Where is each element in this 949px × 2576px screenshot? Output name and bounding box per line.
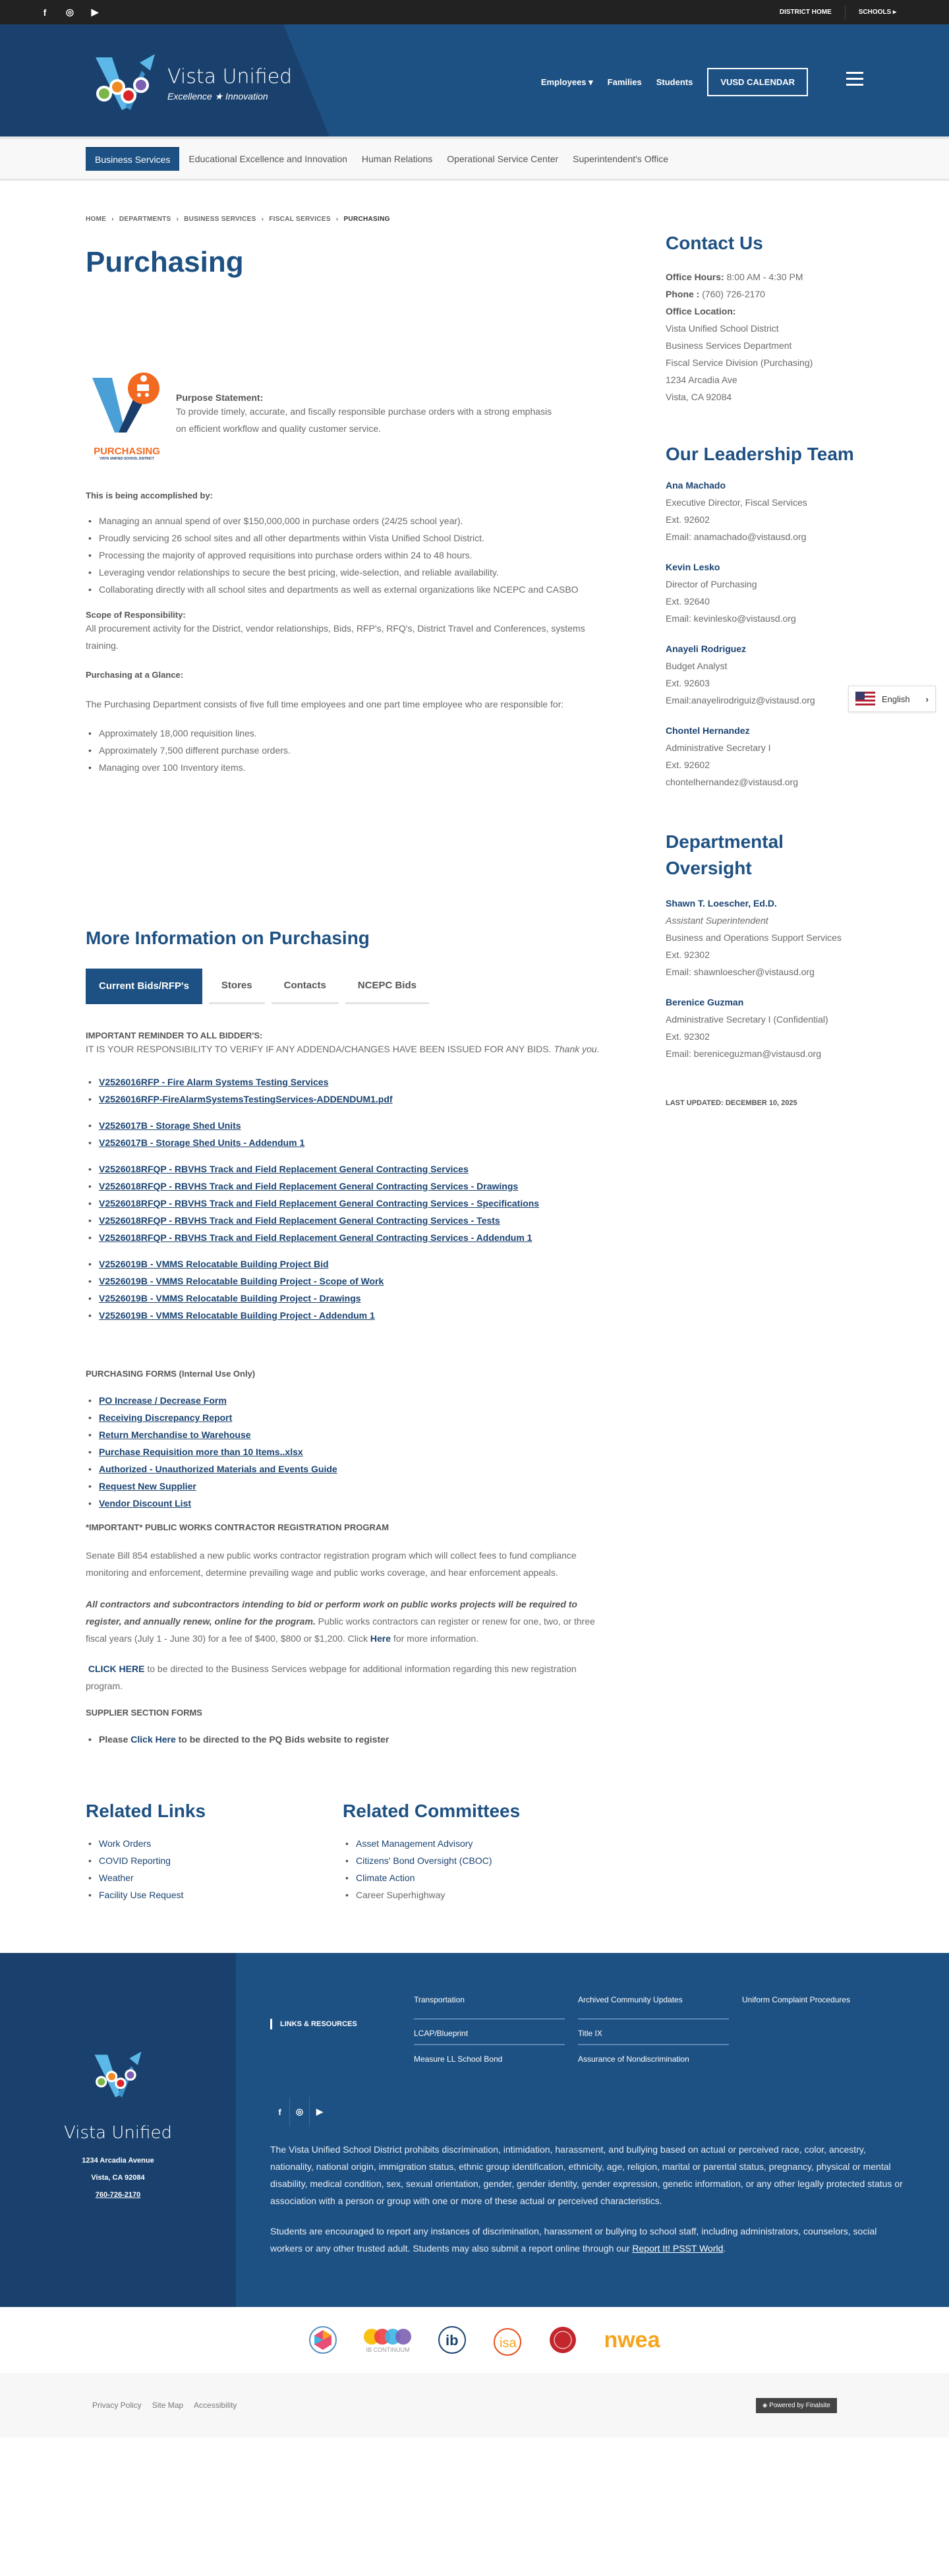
oversight-email: Email: shawnloescher@vistausd.org bbox=[666, 967, 815, 977]
breadcrumb-departments[interactable]: DEPARTMENTS bbox=[119, 216, 171, 223]
oversight-title: Departmental Oversight bbox=[666, 831, 784, 878]
scope-text: All procurement activity for the District, vendor relationships, Bids, RFP's, RFQ's, District Travel and Conferences, systems training. bbox=[86, 623, 585, 651]
tab-contacts[interactable]: Contacts bbox=[272, 969, 339, 1004]
bid-group-2 bbox=[86, 1117, 600, 1151]
footer-links-grid bbox=[414, 1994, 893, 2071]
nwea-text: nwea bbox=[604, 2327, 660, 2352]
site-header bbox=[0, 24, 949, 136]
list-item bbox=[343, 1835, 600, 1852]
breadcrumb bbox=[86, 216, 863, 223]
subnav-business-services[interactable]: Business Services bbox=[86, 147, 179, 171]
schools-dropdown[interactable]: SCHOOLS ▸ bbox=[858, 9, 896, 16]
oversight-role: Assistant Superintendent bbox=[666, 915, 768, 926]
list-item: • Collaborating directly with all school sites and departments as well as external organizations like NCEPC and CASBO bbox=[86, 581, 600, 598]
purpose-heading: Purpose Statement: bbox=[176, 392, 264, 403]
bid-link[interactable]: V2526017B - Storage Shed Units - Addendum 1 bbox=[99, 1137, 305, 1148]
menu-icon[interactable] bbox=[846, 72, 863, 90]
bid-link[interactable]: V2526019B - VMMS Relocatable Building Project - Scope of Work bbox=[99, 1276, 384, 1286]
bottom-bar bbox=[0, 2373, 949, 2438]
site-title: Vista Unified bbox=[167, 65, 293, 88]
glance-intro: The Purchasing Department consists of five full time employees and one part time employee who are responsible for: bbox=[86, 699, 564, 709]
list-item bbox=[86, 1886, 343, 1903]
nav-students[interactable]: Students bbox=[656, 77, 693, 87]
related-committees-title: Related Committees bbox=[343, 1801, 521, 1821]
footer-empty bbox=[742, 2020, 893, 2045]
bid-link[interactable]: V2526016RFP - Fire Alarm Systems Testing Services bbox=[99, 1077, 329, 1087]
related-committees-list bbox=[343, 1835, 600, 1903]
bid-link[interactable]: V2526019B - VMMS Relocatable Building Project - Addendum 1 bbox=[99, 1310, 375, 1321]
chevron-right-icon: › bbox=[261, 216, 264, 223]
list-item bbox=[86, 1478, 600, 1495]
forms-list bbox=[86, 1392, 600, 1512]
related-links-list bbox=[86, 1835, 343, 1903]
leader-ext: Ext. 92602 bbox=[666, 760, 710, 770]
instagram-icon[interactable]: ◎ bbox=[290, 2097, 310, 2126]
footer-link-uniform-complaint[interactable]: Uniform Complaint Procedures bbox=[742, 1995, 851, 2004]
list-item bbox=[86, 1409, 600, 1426]
leader-ext: Ext. 92602 bbox=[666, 514, 710, 525]
bid-link[interactable]: V2526018RFQP - RBVHS Track and Field Replacement General Contracting Services - Specifications bbox=[99, 1198, 540, 1209]
oversight-dept: Business and Operations Support Services bbox=[666, 932, 842, 943]
list-item bbox=[86, 1392, 600, 1409]
bid-link[interactable]: V2526019B - VMMS Relocatable Building Project Bid bbox=[99, 1259, 329, 1269]
footer-link-nondiscrimination[interactable]: Assurance of Nondiscrimination bbox=[578, 2054, 689, 2064]
oversight-name-link[interactable]: Berenice Guzman bbox=[666, 997, 744, 1007]
list-item bbox=[86, 1091, 600, 1108]
leader-ext: Ext. 92640 bbox=[666, 596, 710, 607]
leader-role: Executive Director, Fiscal Services bbox=[666, 497, 807, 508]
committee-link[interactable]: Climate Action bbox=[356, 1872, 415, 1883]
list-item: • Managing an annual spend of over $150,000,000 in purchase orders (24/25 school year). bbox=[86, 512, 600, 529]
pw-details bbox=[86, 1596, 600, 1647]
breadcrumb-business-services[interactable]: BUSINESS SERVICES bbox=[184, 216, 256, 223]
supplier-list bbox=[86, 1731, 600, 1748]
ib-continuum-logo[interactable] bbox=[364, 2327, 411, 2353]
purchasing-logo-label: PURCHASING bbox=[94, 446, 160, 457]
list-item: • Leveraging vendor relationships to secure the best pricing, wide-selection, and reliable availability. bbox=[86, 564, 600, 581]
supplier-post: to be directed to the PQ Bids website to register bbox=[175, 1734, 389, 1745]
footer-socials bbox=[270, 2097, 949, 2126]
footer-main bbox=[236, 1953, 949, 2307]
vista-logo-icon bbox=[92, 51, 158, 117]
top-utility-bar bbox=[0, 0, 949, 24]
list-item bbox=[86, 1869, 343, 1886]
tab-stores[interactable]: Stores bbox=[209, 969, 265, 1004]
bid-group-3 bbox=[86, 1160, 600, 1246]
breadcrumb-fiscal-services[interactable]: FISCAL SERVICES bbox=[269, 216, 331, 223]
list-item bbox=[86, 1307, 600, 1324]
phone bbox=[666, 285, 916, 303]
reminder-thanks: Thank you. bbox=[554, 1044, 600, 1054]
list-item bbox=[86, 1073, 600, 1091]
vista-logo-icon bbox=[92, 2051, 144, 2103]
list-item bbox=[86, 1290, 600, 1307]
nav-families[interactable]: Families bbox=[607, 77, 642, 87]
location-line: Fiscal Service Division (Purchasing) bbox=[666, 357, 813, 368]
location-label-text: Office Location: bbox=[666, 306, 736, 316]
phone-label: Phone : bbox=[666, 289, 700, 299]
tab-ncepc-bids[interactable]: NCEPC Bids bbox=[345, 969, 429, 1004]
page-content bbox=[0, 216, 949, 1903]
list-item bbox=[343, 1869, 600, 1886]
language-selector[interactable] bbox=[848, 686, 936, 712]
form-link[interactable]: Authorized - Unauthorized Materials and Events Guide bbox=[99, 1464, 337, 1474]
related-section bbox=[86, 1801, 600, 1903]
svg-text:ib: ib bbox=[446, 2332, 459, 2349]
leader-email: Email: anamachado@vistausd.org bbox=[666, 531, 807, 542]
site-logo[interactable] bbox=[92, 51, 292, 117]
oversight-ext: Ext. 92302 bbox=[666, 1031, 710, 1042]
location-line: Vista Unified School District bbox=[666, 323, 779, 334]
pw-text: Senate Bill 854 established a new public works contractor registration program which will collect fees to fund compliance monitoring and enforcement, determine prevailing wage and public works coverage, and hear enforcement appeals. bbox=[86, 1550, 577, 1578]
related-link[interactable]: Work Orders bbox=[99, 1838, 152, 1849]
list-item bbox=[86, 1852, 343, 1869]
list-item: • Approximately 7,500 different purchase orders. bbox=[86, 742, 600, 759]
tab-current-bids[interactable]: Current Bids/RFP's bbox=[86, 969, 202, 1004]
page-title: Purchasing bbox=[86, 246, 244, 278]
bid-link[interactable]: V2526019B - VMMS Relocatable Building Project - Drawings bbox=[99, 1293, 361, 1303]
isa-logo[interactable] bbox=[493, 2322, 522, 2358]
location-line: Vista, CA 92084 bbox=[666, 392, 732, 402]
more-info-title: More Information on Purchasing bbox=[86, 928, 370, 948]
calendar-button[interactable]: VUSD CALENDAR bbox=[707, 68, 808, 96]
facebook-icon[interactable]: f bbox=[43, 7, 47, 18]
list-item bbox=[86, 1178, 600, 1195]
location-line: 1234 Arcadia Ave bbox=[666, 374, 737, 385]
leader-name-link[interactable]: Kevin Lesko bbox=[666, 562, 720, 572]
supplier-heading: SUPPLIER SECTION FORMS bbox=[86, 1708, 202, 1718]
list-item bbox=[86, 1229, 600, 1246]
hours-value: 8:00 AM - 4:30 PM bbox=[726, 272, 803, 282]
footer-link-measure-ll[interactable]: Measure LL School Bond bbox=[414, 2054, 503, 2064]
purpose-statement bbox=[86, 370, 600, 459]
bid-group-1 bbox=[86, 1073, 600, 1108]
location-line: Business Services Department bbox=[666, 340, 792, 351]
purpose-text: To provide timely, accurate, and fiscally responsible purchase orders with a strong emphasis on efficient workflow and quality customer service. bbox=[176, 405, 552, 434]
report-statement: Students are encouraged to report any instances of discrimination, harassment or bullying to school staff, including administrators, counselors, social workers or any other trusted adult. Students may also submit a report online through our Report It! PSST World. bbox=[270, 2226, 877, 2254]
leader-card bbox=[666, 558, 916, 627]
leader-ext: Ext. 92603 bbox=[666, 678, 710, 688]
list-item bbox=[86, 1495, 600, 1512]
site-map-link[interactable]: Site Map bbox=[152, 2401, 184, 2410]
footer-link-title-ix[interactable]: Title IX bbox=[578, 2020, 729, 2045]
main-column bbox=[86, 279, 600, 1903]
site-footer bbox=[0, 1953, 949, 2307]
facebook-icon[interactable]: f bbox=[270, 2097, 290, 2126]
list-item bbox=[86, 1255, 600, 1273]
leader-card bbox=[666, 477, 916, 545]
leader-card bbox=[666, 722, 916, 791]
chevron-right-icon: › bbox=[335, 216, 339, 223]
footer-brand bbox=[0, 1953, 236, 2307]
bid-link[interactable]: V2526018RFQP - RBVHS Track and Field Replacement General Contracting Services - Drawings bbox=[99, 1181, 519, 1191]
links-resources bbox=[270, 1994, 949, 2071]
leader-email: Email:anayelirodriguiz@vistausd.org bbox=[666, 695, 815, 705]
ib-world-school-logo[interactable] bbox=[438, 2323, 467, 2356]
form-link[interactable]: Request New Supplier bbox=[99, 1481, 196, 1491]
ib-continuum-text: IB CONTINUUM bbox=[366, 2347, 410, 2353]
list-item bbox=[86, 1273, 600, 1290]
purchasing-logo bbox=[86, 370, 168, 459]
subnav-educational-excellence[interactable]: Educational Excellence and Innovation bbox=[188, 154, 347, 164]
subnav-superintendents-office[interactable]: Superintendent's Office bbox=[573, 154, 669, 164]
subnav-operational-service-center[interactable]: Operational Service Center bbox=[447, 154, 559, 164]
oversight-name-link[interactable]: Shawn T. Loescher, Ed.D. bbox=[666, 898, 777, 909]
list-item bbox=[86, 1117, 600, 1134]
leader-role: Administrative Secretary I bbox=[666, 742, 771, 753]
list-item bbox=[86, 1426, 600, 1443]
list-item bbox=[86, 1835, 343, 1852]
list-item bbox=[86, 1443, 600, 1460]
bid-link[interactable]: V2526017B - Storage Shed Units bbox=[99, 1120, 241, 1131]
subnav-human-relations[interactable]: Human Relations bbox=[361, 154, 433, 164]
nav-employees[interactable]: Employees ▾ bbox=[540, 76, 593, 87]
bid-link[interactable]: V2526016RFP-FireAlarmSystemsTestingServices-ADDENDUM1.pdf bbox=[99, 1094, 393, 1104]
form-link[interactable]: Purchase Requisition more than 10 Items..xlsx bbox=[99, 1447, 303, 1457]
committee-link[interactable]: Asset Management Advisory bbox=[356, 1838, 473, 1849]
reminder-heading: IMPORTANT REMINDER TO ALL BIDDER'S: bbox=[86, 1031, 263, 1040]
oversight-card bbox=[666, 994, 916, 1062]
list-item: • Career Superhighway bbox=[343, 1886, 600, 1903]
info-tabs bbox=[86, 969, 600, 1004]
list-item bbox=[86, 1731, 600, 1748]
japan-council-logo[interactable] bbox=[548, 2323, 577, 2356]
footer-address-2: Vista, CA 92084 bbox=[91, 2174, 145, 2182]
click-here-body: to be directed to the Business Services webpage for additional information regarding this new registration program. bbox=[86, 1663, 577, 1691]
leader-name-link[interactable]: Chontel Hernandez bbox=[666, 725, 750, 736]
scope-heading: Scope of Responsibility: bbox=[86, 610, 186, 620]
leader-role: Director of Purchasing bbox=[666, 579, 757, 589]
chevron-right-icon: › bbox=[111, 216, 114, 223]
oversight-role: Administrative Secretary I (Confidential) bbox=[666, 1014, 828, 1025]
list-item: • Managing over 100 Inventory items. bbox=[86, 759, 600, 776]
privacy-policy-link[interactable]: Privacy Policy bbox=[92, 2401, 142, 2410]
us-flag-icon bbox=[855, 692, 875, 706]
report-it-link[interactable]: Report It! PSST World bbox=[632, 2243, 724, 2254]
department-subnav bbox=[0, 136, 949, 181]
purchasing-logo-sub: VISTA UNIFIED SCHOOL DISTRICT bbox=[100, 457, 154, 461]
supplier-click-here-link[interactable]: Click Here bbox=[130, 1734, 176, 1745]
last-updated: LAST UPDATED: DECEMBER 10, 2025 bbox=[666, 1099, 797, 1107]
footer-address-1: 1234 Arcadia Avenue bbox=[82, 2157, 154, 2165]
pw-text3: for more information. bbox=[391, 1633, 479, 1644]
committee-link[interactable]: Citizens' Bond Oversight (CBOC) bbox=[356, 1855, 492, 1866]
list-item: • Approximately 18,000 requisition lines. bbox=[86, 725, 600, 742]
powered-by-finalsite[interactable] bbox=[756, 2398, 837, 2413]
bid-link[interactable]: V2526018RFQP - RBVHS Track and Field Replacement General Contracting Services - Tests bbox=[99, 1215, 500, 1226]
sidebar bbox=[666, 233, 916, 1107]
youtube-icon[interactable]: ▶ bbox=[316, 2107, 323, 2116]
youtube-icon[interactable]: ▶ bbox=[91, 7, 99, 17]
nondiscrimination-statement: The Vista Unified School District prohibits discrimination, intimidation, harassment, and bullying based on actual or perceived race, color, ancestry, nationality, national origin, immigration status, ethnic group identification, ethnicity, age, religion, marital or parental status, pregnancy, physical or mental disability, medical condition, sex, sexual orientation, gender, gender identity, gender expression, genetic information, or any other legally protected status or association with a person or group with one or more of these actual or perceived characteristics. bbox=[270, 2144, 903, 2206]
location-label bbox=[666, 303, 916, 320]
breadcrumb-home[interactable]: HOME bbox=[86, 216, 107, 223]
form-link[interactable]: Vendor Discount List bbox=[99, 1498, 192, 1509]
district-home-link[interactable]: DISTRICT HOME bbox=[779, 9, 832, 16]
list-item: • Proudly servicing 26 school sites and all other departments within Vista Unified School District. bbox=[86, 529, 600, 547]
svg-text:isa: isa bbox=[500, 2336, 517, 2351]
links-resources-label: LINKS & RESOURCES bbox=[270, 2019, 402, 2029]
list-item bbox=[86, 1212, 600, 1229]
footer-empty bbox=[742, 2045, 893, 2071]
partner-logos bbox=[0, 2307, 949, 2373]
accomplished-list bbox=[86, 512, 600, 598]
forms-heading: PURCHASING FORMS (Internal Use Only) bbox=[86, 1369, 256, 1379]
footer-phone-link[interactable]: 760-726-2170 bbox=[95, 2191, 141, 2199]
list-item bbox=[343, 1852, 600, 1869]
oversight-ext: Ext. 92302 bbox=[666, 949, 710, 960]
footer-link-transportation[interactable]: Transportation bbox=[414, 1994, 565, 2020]
phone-value: (760) 726-2170 bbox=[702, 289, 765, 299]
footer-link-lcap[interactable]: LCAP/Blueprint bbox=[414, 2020, 565, 2045]
leader-email: chontelhernandez@vistausd.org bbox=[666, 777, 799, 787]
pw-text2: Public works contractors can register or renew for one, two, or three fiscal years (July 1 - June 30) for a fee of $400, $800 or $1,200. Click bbox=[86, 1616, 595, 1644]
nwea-logo[interactable] bbox=[604, 2327, 660, 2353]
chevron-right-icon: › bbox=[176, 216, 179, 223]
glance-heading: Purchasing at a Glance: bbox=[86, 670, 184, 680]
header-nav bbox=[541, 68, 808, 96]
reminder-text bbox=[86, 1040, 600, 1058]
related-link[interactable]: Weather bbox=[99, 1872, 134, 1883]
leader-role: Budget Analyst bbox=[666, 661, 728, 671]
glance-list bbox=[86, 725, 600, 776]
pw-italic: All contractors and subcontractors intending to bid or perform work on public works projects will be required to register, and annually renew, online for the program. bbox=[86, 1599, 577, 1627]
bid-group-4 bbox=[86, 1255, 600, 1324]
oversight-card bbox=[666, 895, 916, 980]
list-item bbox=[86, 1160, 600, 1178]
powered-text: Powered by Finalsite bbox=[769, 2401, 830, 2409]
click-here-text bbox=[86, 1660, 600, 1694]
chevron-right-icon: › bbox=[925, 694, 929, 704]
related-links-title: Related Links bbox=[86, 1801, 206, 1821]
form-link[interactable]: Return Merchandise to Warehouse bbox=[99, 1429, 251, 1440]
pw-here-link[interactable]: Here bbox=[370, 1633, 391, 1644]
bid-link[interactable]: V2526018RFQP - RBVHS Track and Field Replacement General Contracting Services - Addendum 1 bbox=[99, 1232, 532, 1243]
list-item: • Processing the majority of approved requisitions into purchase orders within 24 to 48 hours. bbox=[86, 547, 600, 564]
list-item bbox=[86, 1195, 600, 1212]
contact-title: Contact Us bbox=[666, 233, 763, 253]
bid-link[interactable]: V2526018RFQP - RBVHS Track and Field Replacement General Contracting Services bbox=[99, 1164, 469, 1174]
office-hours bbox=[666, 268, 916, 285]
list-item bbox=[86, 1134, 600, 1151]
report-text: Students are encouraged to report any instances of discrimination, harassment or bullying to school staff, including administrators, counselors, social workers or any other trusted adult. Students may also submit a report online through our bbox=[270, 2226, 877, 2254]
related-link[interactable]: Facility Use Request bbox=[99, 1890, 184, 1900]
leadership-title: Our Leadership Team bbox=[666, 444, 854, 464]
contact-us bbox=[666, 233, 916, 405]
accomplished-heading: This is being accomplished by: bbox=[86, 491, 213, 500]
leader-name-link[interactable]: Ana Machado bbox=[666, 480, 726, 491]
hours-label: Office Hours: bbox=[666, 272, 724, 282]
footer-site-name: Vista Unified bbox=[64, 2123, 172, 2143]
reminder-body: IT IS YOUR RESPONSIBILITY TO VERIFY IF ANY ADDENDA/CHANGES HAVE BEEN ISSUED FOR ANY BIDS. bbox=[86, 1044, 552, 1054]
form-link[interactable]: Receiving Discrepancy Report bbox=[99, 1412, 233, 1423]
leader-name-link[interactable]: Anayeli Rodriguez bbox=[666, 644, 747, 654]
supplier-pre: Please bbox=[99, 1734, 131, 1745]
oversight-email: Email: bereniceguzman@vistausd.org bbox=[666, 1048, 821, 1059]
site-tagline: Excellence ★ Innovation bbox=[167, 91, 268, 102]
instagram-icon[interactable]: ◎ bbox=[65, 7, 74, 17]
breadcrumb-current: PURCHASING bbox=[343, 216, 390, 223]
finalsite-icon: ◈ bbox=[762, 2401, 770, 2409]
accessibility-link[interactable]: Accessibility bbox=[194, 2401, 237, 2410]
leader-email: Email: kevinlesko@vistausd.org bbox=[666, 613, 796, 624]
form-link[interactable]: PO Increase / Decrease Form bbox=[99, 1395, 227, 1406]
pw-heading: *IMPORTANT* PUBLIC WORKS CONTRACTOR REGISTRATION PROGRAM bbox=[86, 1522, 389, 1532]
ib-continuum-badge-logo[interactable] bbox=[308, 2323, 337, 2356]
footer-link-archived-updates[interactable]: Archived Community Updates bbox=[578, 1994, 729, 2020]
related-link[interactable]: COVID Reporting bbox=[99, 1855, 171, 1866]
language-label: English bbox=[882, 694, 910, 704]
click-here-link[interactable]: CLICK HERE bbox=[88, 1663, 145, 1674]
list-item bbox=[86, 1460, 600, 1478]
